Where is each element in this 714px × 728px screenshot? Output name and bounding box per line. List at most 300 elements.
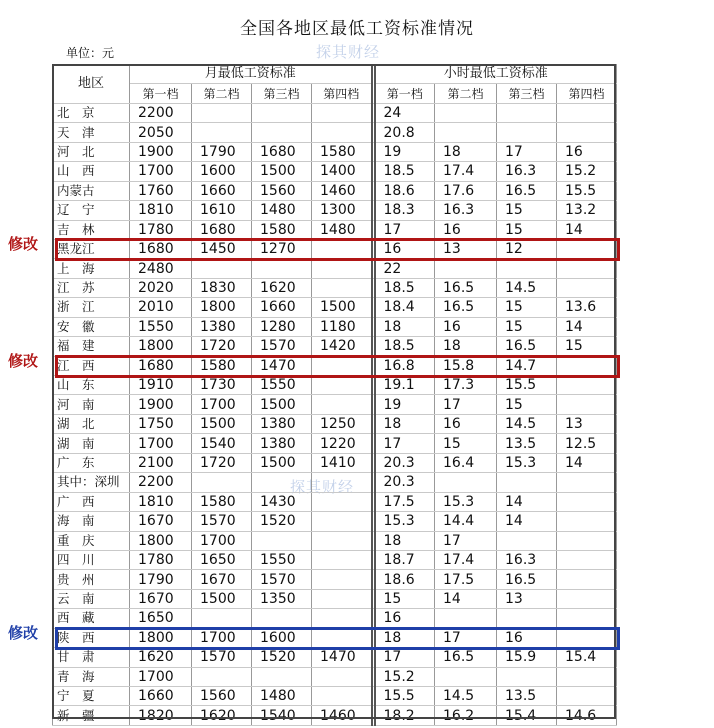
region-cell: 天 津 [53,123,130,142]
monthly-wage-cell: 1560 [252,181,312,200]
hourly-wage-cell: 16 [375,609,435,628]
region-cell: 湖 南 [53,434,130,453]
monthly-wage-cell [192,667,252,686]
hourly-wage-cell: 16.2 [435,706,497,725]
monthly-wage-cell: 1450 [192,239,252,258]
monthly-wage-cell: 1670 [130,512,192,531]
monthly-wage-cell: 1570 [192,648,252,667]
hourly-wage-cell: 18.4 [375,298,435,317]
monthly-wage-cell [312,395,372,414]
watermark: 探其财经 [290,478,355,496]
table-row [53,181,617,200]
hourly-wage-cell: 13 [497,589,557,608]
hourly-wage-cell: 14.5 [497,278,557,297]
hourly-wage-cell [497,103,557,122]
table-row [53,317,617,336]
monthly-wage-cell [252,259,312,278]
monthly-wage-cell [252,667,312,686]
table-row [53,123,617,142]
monthly-wage-cell: 1700 [192,531,252,550]
monthly-wage-cell [312,589,372,608]
monthly-wage-cell: 1680 [130,239,192,258]
monthly-wage-cell: 1480 [312,220,372,239]
hourly-wage-cell [557,512,617,531]
monthly-wage-cell: 2020 [130,278,192,297]
monthly-wage-cell: 1570 [252,570,312,589]
tier-header-row [53,84,617,103]
monthly-wage-cell: 1460 [312,181,372,200]
monthly-wage-cell: 1800 [130,337,192,356]
hourly-wage-cell: 17 [375,220,435,239]
watermark: 探其财经 [316,43,381,61]
hourly-wage-cell: 18 [375,317,435,336]
monthly-wage-cell [252,103,312,122]
hourly-wage-cell: 14.4 [435,512,497,531]
hourly-wage-cell: 18 [435,142,497,161]
monthly-wage-cell [312,628,372,647]
hourly-wage-cell: 15 [435,434,497,453]
region-cell: 安 徽 [53,317,130,336]
monthly-wage-cell: 1810 [130,201,192,220]
hourly-wage-cell: 17.6 [435,181,497,200]
hourly-wage-cell: 13.5 [497,434,557,453]
monthly-wage-cell: 1680 [130,356,192,375]
monthly-wage-cell: 1780 [130,220,192,239]
region-cell: 甘 肃 [53,648,130,667]
hourly-wage-cell: 17.5 [375,492,435,511]
hourly-wage-cell: 15.8 [435,356,497,375]
hourly-wage-cell: 15.2 [375,667,435,686]
monthly-wage-cell: 1500 [252,453,312,472]
hourly-wage-cell: 16.5 [497,337,557,356]
edit-mark-label: 修改 [8,352,39,371]
hourly-wage-cell: 17 [497,142,557,161]
monthly-wage-cell: 1820 [130,706,192,725]
region-cell: 青 海 [53,667,130,686]
hourly-wage-cell [557,492,617,511]
hourly-wage-cell [557,609,617,628]
monthly-wage-cell [252,123,312,142]
monthly-wage-cell: 1540 [192,434,252,453]
monthly-wage-cell: 1780 [130,550,192,569]
monthly-wage-cell [312,259,372,278]
monthly-wage-cell: 1350 [252,589,312,608]
hourly-wage-cell [557,589,617,608]
region-cell: 北 京 [53,103,130,122]
hourly-wage-cell: 17.4 [435,162,497,181]
region-cell: 新 疆 [53,706,130,725]
monthly-wage-cell: 1660 [130,687,192,706]
monthly-wage-cell: 1380 [252,434,312,453]
monthly-wage-cell: 1410 [312,453,372,472]
hourly-wage-cell: 18.6 [375,570,435,589]
table-body [53,103,617,725]
monthly-wage-cell: 1220 [312,434,372,453]
hourly-wage-cell: 18 [375,628,435,647]
hourly-wage-cell: 14.5 [435,687,497,706]
monthly-wage-cell [312,239,372,258]
hourly-wage-cell [557,570,617,589]
hourly-wage-cell: 19 [375,142,435,161]
hourly-wage-cell: 15.5 [375,687,435,706]
monthly-wage-cell: 1300 [312,201,372,220]
hourly-wage-cell: 12 [497,239,557,258]
monthly-wage-cell: 2200 [130,103,192,122]
table-row [53,589,617,608]
monthly-wage-cell: 1900 [130,142,192,161]
hourly-wage-cell: 17 [435,628,497,647]
monthly-wage-cell: 1670 [130,589,192,608]
hourly-wage-cell: 16.3 [497,550,557,569]
table-row [53,356,617,375]
table-row [53,220,617,239]
monthly-wage-cell: 1730 [192,376,252,395]
hourly-wage-cell: 20.3 [375,473,435,492]
table-row [53,512,617,531]
monthly-wage-cell: 1580 [192,492,252,511]
monthly-wage-cell: 1420 [312,337,372,356]
monthly-wage-cell: 1430 [252,492,312,511]
hourly-wage-cell: 18 [435,337,497,356]
region-cell: 河 南 [53,395,130,414]
monthly-wage-cell: 2050 [130,123,192,142]
monthly-wage-cell: 1500 [312,298,372,317]
hourly-wage-cell: 18.5 [375,278,435,297]
hourly-wage-cell: 17 [435,531,497,550]
hourly-wage-cell: 14 [557,220,617,239]
monthly-wage-cell: 1550 [252,550,312,569]
region-cell: 上 海 [53,259,130,278]
hourly-wage-cell: 17 [435,395,497,414]
monthly-wage-cell [192,123,252,142]
region-cell: 广 西 [53,492,130,511]
hourly-wage-cell: 16.5 [435,648,497,667]
hourly-wage-cell: 15.3 [375,512,435,531]
monthly-wage-cell: 1900 [130,395,192,414]
hourly-wage-cell [557,395,617,414]
hourly-wage-cell [435,667,497,686]
monthly-wage-cell: 1680 [192,220,252,239]
hourly-wage-cell: 15 [497,220,557,239]
region-cell: 海 南 [53,512,130,531]
hourly-wage-cell [557,376,617,395]
monthly-wage-cell: 1700 [192,628,252,647]
monthly-wage-cell: 1470 [252,356,312,375]
region-cell: 其中：深圳 [53,473,130,492]
hourly-wage-cell: 17 [375,648,435,667]
hourly-wage-cell [557,103,617,122]
hourly-wage-cell: 13.6 [557,298,617,317]
region-cell: 河 北 [53,142,130,161]
hourly-wage-cell: 16 [557,142,617,161]
hourly-wage-cell: 17.3 [435,376,497,395]
tier-header: 第三档 [497,84,557,103]
monthly-wage-cell: 1790 [130,570,192,589]
tier-header: 第三档 [252,84,312,103]
region-cell: 重 庆 [53,531,130,550]
monthly-wage-cell: 1680 [252,142,312,161]
monthly-wage-cell: 1620 [192,706,252,725]
monthly-wage-cell [312,609,372,628]
monthly-wage-cell [312,550,372,569]
hourly-wage-cell: 14 [435,589,497,608]
hourly-wage-cell: 18 [375,414,435,433]
hourly-wage-cell: 16.3 [497,162,557,181]
hourly-wage-cell: 17.5 [435,570,497,589]
table-row [53,687,617,706]
hourly-wage-cell: 18.5 [375,162,435,181]
monthly-wage-cell: 1570 [252,337,312,356]
edit-mark-label: 修改 [8,624,39,643]
table-row [53,609,617,628]
monthly-wage-cell: 1540 [252,706,312,725]
table-row [53,531,617,550]
monthly-wage-cell [312,512,372,531]
monthly-wage-cell [312,376,372,395]
hourly-wage-cell: 20.3 [375,453,435,472]
region-cell: 西 藏 [53,609,130,628]
hourly-wage-cell: 20.8 [375,123,435,142]
monthly-wage-cell: 1550 [252,376,312,395]
region-cell: 江 苏 [53,278,130,297]
table-row [53,259,617,278]
monthly-wage-cell: 1500 [192,414,252,433]
hourly-wage-cell [497,123,557,142]
tier-header: 第一档 [130,84,192,103]
hourly-wage-cell [557,628,617,647]
hourly-wage-cell: 14.6 [557,706,617,725]
page-title: 全国各地区最低工资标准情况 [240,19,474,39]
hourly-wage-cell: 16.5 [435,278,497,297]
hourly-wage-cell: 16 [435,414,497,433]
monthly-wage-cell: 1650 [192,550,252,569]
hourly-wage-cell [497,259,557,278]
hourly-wage-cell: 17 [375,434,435,453]
monthly-wage-cell: 1810 [130,492,192,511]
hourly-wage-cell [435,609,497,628]
table-row [53,162,617,181]
table-row [53,628,617,647]
monthly-wage-cell: 1280 [252,317,312,336]
hourly-wage-cell [557,356,617,375]
region-cell: 云 南 [53,589,130,608]
monthly-wage-cell: 1720 [192,337,252,356]
hourly-wage-cell: 18.2 [375,706,435,725]
monthly-wage-cell [192,473,252,492]
hourly-wage-cell: 18.5 [375,337,435,356]
hourly-wage-cell: 14 [557,453,617,472]
monthly-wage-cell: 1700 [130,667,192,686]
monthly-wage-cell: 1380 [252,414,312,433]
hourly-wage-cell: 13.5 [497,687,557,706]
region-cell: 浙 江 [53,298,130,317]
monthly-wage-cell [312,278,372,297]
unit-label: 单位：元 [66,46,115,60]
region-cell: 陕 西 [53,628,130,647]
region-cell: 山 东 [53,376,130,395]
monthly-wage-cell: 1750 [130,414,192,433]
hourly-wage-cell [557,239,617,258]
monthly-wage-cell [312,687,372,706]
monthly-wage-cell [192,609,252,628]
hourly-wage-cell [435,259,497,278]
region-cell: 宁 夏 [53,687,130,706]
hourly-wage-cell: 15.9 [497,648,557,667]
monthly-wage-cell: 1700 [130,162,192,181]
hourly-wage-cell [557,667,617,686]
hourly-wage-cell: 14 [557,317,617,336]
monthly-wage-cell [312,531,372,550]
tier-header: 第四档 [312,84,372,103]
monthly-wage-cell: 1650 [130,609,192,628]
hourly-wage-cell [557,259,617,278]
region-cell: 黑龙江 [53,239,130,258]
monthly-wage-cell: 1580 [252,220,312,239]
table-row [53,706,617,725]
monthly-wage-cell: 2010 [130,298,192,317]
hourly-wage-cell: 16.5 [497,181,557,200]
hourly-wage-cell: 15.3 [497,453,557,472]
monthly-wage-cell: 1720 [192,453,252,472]
monthly-wage-cell: 1600 [252,628,312,647]
hourly-header: 小时最低工资标准 [375,65,617,84]
region-cell: 江 西 [53,356,130,375]
table-row [53,414,617,433]
monthly-wage-cell [312,570,372,589]
monthly-wage-cell: 1480 [252,201,312,220]
hourly-wage-cell: 15.5 [497,376,557,395]
region-cell: 吉 林 [53,220,130,239]
monthly-wage-cell: 1560 [192,687,252,706]
monthly-wage-cell: 1600 [192,162,252,181]
tier-header: 第一档 [375,84,435,103]
hourly-wage-cell [557,531,617,550]
hourly-wage-cell [497,531,557,550]
monthly-wage-cell: 1500 [252,395,312,414]
monthly-wage-cell [312,492,372,511]
monthly-wage-cell [192,259,252,278]
hourly-wage-cell [557,550,617,569]
hourly-wage-cell: 15 [497,395,557,414]
monthly-wage-cell: 1620 [252,278,312,297]
monthly-wage-cell: 1180 [312,317,372,336]
region-cell: 内蒙古 [53,181,130,200]
edit-mark-label: 修改 [8,235,39,254]
hourly-wage-cell [557,278,617,297]
monthly-wage-cell: 1580 [312,142,372,161]
region-header: 地区 [53,65,130,104]
monthly-wage-cell: 1800 [130,628,192,647]
monthly-wage-cell: 2200 [130,473,192,492]
hourly-wage-cell: 18.7 [375,550,435,569]
region-cell: 辽 宁 [53,201,130,220]
monthly-wage-cell [312,123,372,142]
monthly-header: 月最低工资标准 [130,65,372,84]
hourly-wage-cell: 15.4 [497,706,557,725]
region-cell: 贵 州 [53,570,130,589]
table-row [53,667,617,686]
table-row [53,142,617,161]
hourly-wage-cell [557,687,617,706]
region-cell: 四 川 [53,550,130,569]
hourly-wage-cell: 15 [497,317,557,336]
monthly-wage-cell: 1270 [252,239,312,258]
monthly-wage-cell: 1670 [192,570,252,589]
monthly-wage-cell: 2100 [130,453,192,472]
hourly-wage-cell: 16.3 [435,201,497,220]
hourly-wage-cell: 24 [375,103,435,122]
monthly-wage-cell: 1800 [192,298,252,317]
monthly-wage-cell: 1800 [130,531,192,550]
region-cell: 湖 北 [53,414,130,433]
monthly-wage-cell: 1470 [312,648,372,667]
hourly-wage-cell: 14.5 [497,414,557,433]
table-row [53,550,617,569]
table-row [53,492,617,511]
table-row [53,201,617,220]
monthly-wage-cell: 1700 [130,434,192,453]
monthly-wage-cell: 2480 [130,259,192,278]
table-row [53,278,617,297]
table-row [53,376,617,395]
monthly-wage-cell [252,531,312,550]
hourly-wage-cell: 15.4 [557,648,617,667]
monthly-wage-cell [252,609,312,628]
hourly-wage-cell: 18 [375,531,435,550]
hourly-wage-cell [557,473,617,492]
tier-header: 第四档 [557,84,617,103]
hourly-wage-cell: 19 [375,395,435,414]
hourly-wage-cell: 15.3 [435,492,497,511]
monthly-wage-cell: 1520 [252,512,312,531]
hourly-wage-cell [435,473,497,492]
region-cell: 山 西 [53,162,130,181]
monthly-wage-cell: 1500 [252,162,312,181]
hourly-wage-cell: 18.6 [375,181,435,200]
hourly-wage-cell: 22 [375,259,435,278]
hourly-wage-cell: 13.2 [557,201,617,220]
monthly-wage-cell: 1660 [252,298,312,317]
table-row [53,453,617,472]
hourly-wage-cell [435,103,497,122]
monthly-wage-cell: 1460 [312,706,372,725]
monthly-wage-cell [192,103,252,122]
monthly-wage-cell [252,473,312,492]
hourly-wage-cell: 16.5 [497,570,557,589]
monthly-wage-cell: 1380 [192,317,252,336]
hourly-wage-cell: 16.5 [435,298,497,317]
monthly-wage-cell: 1910 [130,376,192,395]
hourly-wage-cell: 16 [497,628,557,647]
table-row [53,570,617,589]
hourly-wage-cell: 15 [375,589,435,608]
hourly-wage-cell: 15.5 [557,181,617,200]
table-row [53,337,617,356]
table-row [53,473,617,492]
monthly-wage-cell: 1480 [252,687,312,706]
monthly-wage-cell: 1400 [312,162,372,181]
monthly-wage-cell: 1550 [130,317,192,336]
hourly-wage-cell: 16 [375,239,435,258]
hourly-wage-cell: 13 [557,414,617,433]
region-cell: 广 东 [53,453,130,472]
monthly-wage-cell [312,667,372,686]
hourly-wage-cell: 16.8 [375,356,435,375]
monthly-wage-cell: 1700 [192,395,252,414]
hourly-wage-cell: 15 [497,201,557,220]
hourly-wage-cell: 18.3 [375,201,435,220]
monthly-wage-cell [312,473,372,492]
